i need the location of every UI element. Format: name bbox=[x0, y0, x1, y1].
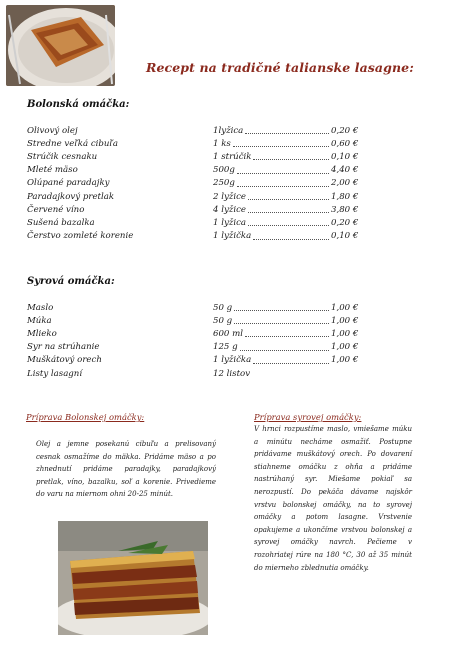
dot-leader bbox=[245, 330, 329, 337]
ingredient-quantity: 600 ml bbox=[213, 328, 244, 339]
cheese-sauce-heading: Syrová omáčka: bbox=[27, 276, 115, 287]
ingredient-price: 0,10 € bbox=[331, 231, 359, 242]
ingredient-price: 0,20 € bbox=[331, 125, 359, 136]
bolognese-heading: Bolonská omáčka: bbox=[27, 99, 130, 110]
ingredient-price: 0,60 € bbox=[331, 138, 359, 149]
ingredient-name: Mleté mäso bbox=[27, 165, 78, 176]
ingredient-name: Mlieko bbox=[27, 328, 57, 339]
ingredient-quantity: 250g bbox=[213, 178, 235, 189]
ingredient-row bbox=[27, 327, 357, 340]
ingredient-price: 1,80 € bbox=[331, 191, 359, 202]
dot-leader bbox=[245, 127, 329, 134]
ingredient-name: Syr na strúhanie bbox=[27, 342, 100, 353]
ingredient-quantity: 1 strúčik bbox=[213, 151, 252, 162]
ingredient-price: 0,20 € bbox=[331, 217, 359, 228]
ingredient-row bbox=[27, 137, 357, 150]
dot-leader bbox=[234, 304, 329, 311]
ingredient-price: 2,00 € bbox=[331, 178, 359, 189]
prep-bolognese-heading: Príprava Bolonskej omáčky: bbox=[26, 412, 145, 422]
prep-cheese-heading: Príprava syrovej omáčky: bbox=[254, 412, 362, 422]
dot-leader bbox=[253, 233, 329, 240]
ingredient-name: Sušená bazalka bbox=[27, 217, 95, 228]
ingredient-quantity: 50 g bbox=[213, 315, 233, 326]
lasagna-slice-photo bbox=[58, 521, 208, 635]
ingredient-row bbox=[27, 124, 357, 137]
bolognese-ingredient-list bbox=[27, 124, 357, 243]
dot-leader bbox=[253, 153, 329, 160]
ingredient-row bbox=[27, 301, 357, 314]
ingredient-row bbox=[27, 164, 357, 177]
ingredient-quantity: 4 lyžice bbox=[213, 204, 246, 215]
ingredient-price: 0,10 € bbox=[331, 151, 359, 162]
ingredient-quantity: 1 lyžička bbox=[213, 231, 252, 242]
prep-bolognese-text: Olej a jemne posekanú cibuľu a prelisovaný cesnak osmažíme do mäkka. Pridáme mäso a po zhnednutí pridáme paradajky, paradajkový pretlak, víno, bazalku, soľ a korenie. Privedieme do varu na miernom ohni 20-25 minút. bbox=[36, 440, 216, 499]
ingredient-quantity: 1 lyžička bbox=[213, 355, 252, 366]
ingredient-name: Maslo bbox=[27, 302, 54, 313]
ingredient-price: 4,40 € bbox=[331, 165, 359, 176]
ingredient-price: 1,00 € bbox=[331, 355, 359, 366]
ingredient-row bbox=[27, 354, 357, 367]
ingredient-price: 1,00 € bbox=[331, 302, 359, 313]
ingredient-row bbox=[27, 341, 357, 354]
dot-leader bbox=[237, 180, 329, 187]
ingredient-name: Čerstvo zomleté korenie bbox=[27, 231, 134, 242]
ingredient-name: Stredne veľká cibuľa bbox=[27, 138, 118, 149]
dot-leader bbox=[240, 344, 329, 351]
ingredient-quantity: 125 g bbox=[213, 342, 238, 353]
dot-leader bbox=[253, 357, 329, 364]
lasagna-plate-photo bbox=[6, 5, 115, 86]
ingredient-quantity: 1 lyžica bbox=[213, 217, 247, 228]
cheese-ingredient-list bbox=[27, 301, 357, 380]
ingredient-row bbox=[27, 216, 357, 229]
ingredient-row bbox=[27, 177, 357, 190]
dot-leader bbox=[237, 167, 329, 174]
ingredient-name: Listy lasagní bbox=[27, 368, 83, 379]
ingredient-row bbox=[27, 367, 357, 380]
ingredient-name: Muškátový orech bbox=[27, 355, 102, 366]
ingredient-name: Múka bbox=[27, 315, 52, 326]
ingredient-row bbox=[27, 314, 357, 327]
page-title: Recept na tradičné talianske lasagne: bbox=[146, 60, 414, 75]
ingredient-quantity: 500g bbox=[213, 165, 235, 176]
dot-leader bbox=[248, 193, 329, 200]
dot-leader bbox=[248, 219, 329, 226]
ingredient-quantity: 12 listov bbox=[213, 368, 251, 379]
ingredient-quantity: 50 g bbox=[213, 302, 233, 313]
ingredient-price: 1,00 € bbox=[331, 328, 359, 339]
ingredient-quantity: 1lyžica bbox=[213, 125, 244, 136]
ingredient-row bbox=[27, 190, 357, 203]
dot-leader bbox=[233, 140, 329, 147]
ingredient-quantity: 1 ks bbox=[213, 138, 231, 149]
dot-leader bbox=[248, 206, 329, 213]
ingredient-price: 1,00 € bbox=[331, 342, 359, 353]
ingredient-price: 3,80 € bbox=[331, 204, 359, 215]
ingredient-price: 1,00 € bbox=[331, 315, 359, 326]
dot-leader bbox=[234, 317, 329, 324]
ingredient-name: Červené víno bbox=[27, 204, 85, 215]
ingredient-name: Olúpané paradajky bbox=[27, 178, 110, 189]
ingredient-name: Olivový olej bbox=[27, 125, 78, 136]
ingredient-row bbox=[27, 150, 357, 163]
ingredient-quantity: 2 lyžice bbox=[213, 191, 246, 202]
prep-cheese-text: V hrnci rozpustíme maslo, vmiešame múku a minútu necháme osmažiť. Postupne pridávame muškátový orech. Po dovarení stiahneme omáčku z ohňa a pridáme nastrúhaný syr. Miešame pokiaľ sa nerozpustí. Do pekáča dávame najskôr vrstvu bolonskej omáčky, na to syrovej omáčky a potom lasagne. Vrstvenie opakujeme a ukončíme vrstvou bolonskej a syrovej omáčky navrch. Pečieme v rozohriatej rúre na 180 °C, 30 až 35 minút do mierneho zblednutia omáčky. bbox=[254, 425, 412, 572]
ingredient-name: Strúčik cesnaku bbox=[27, 151, 98, 162]
ingredient-row bbox=[27, 203, 357, 216]
ingredient-name: Paradajkový pretlak bbox=[27, 191, 115, 202]
ingredient-row bbox=[27, 230, 357, 243]
